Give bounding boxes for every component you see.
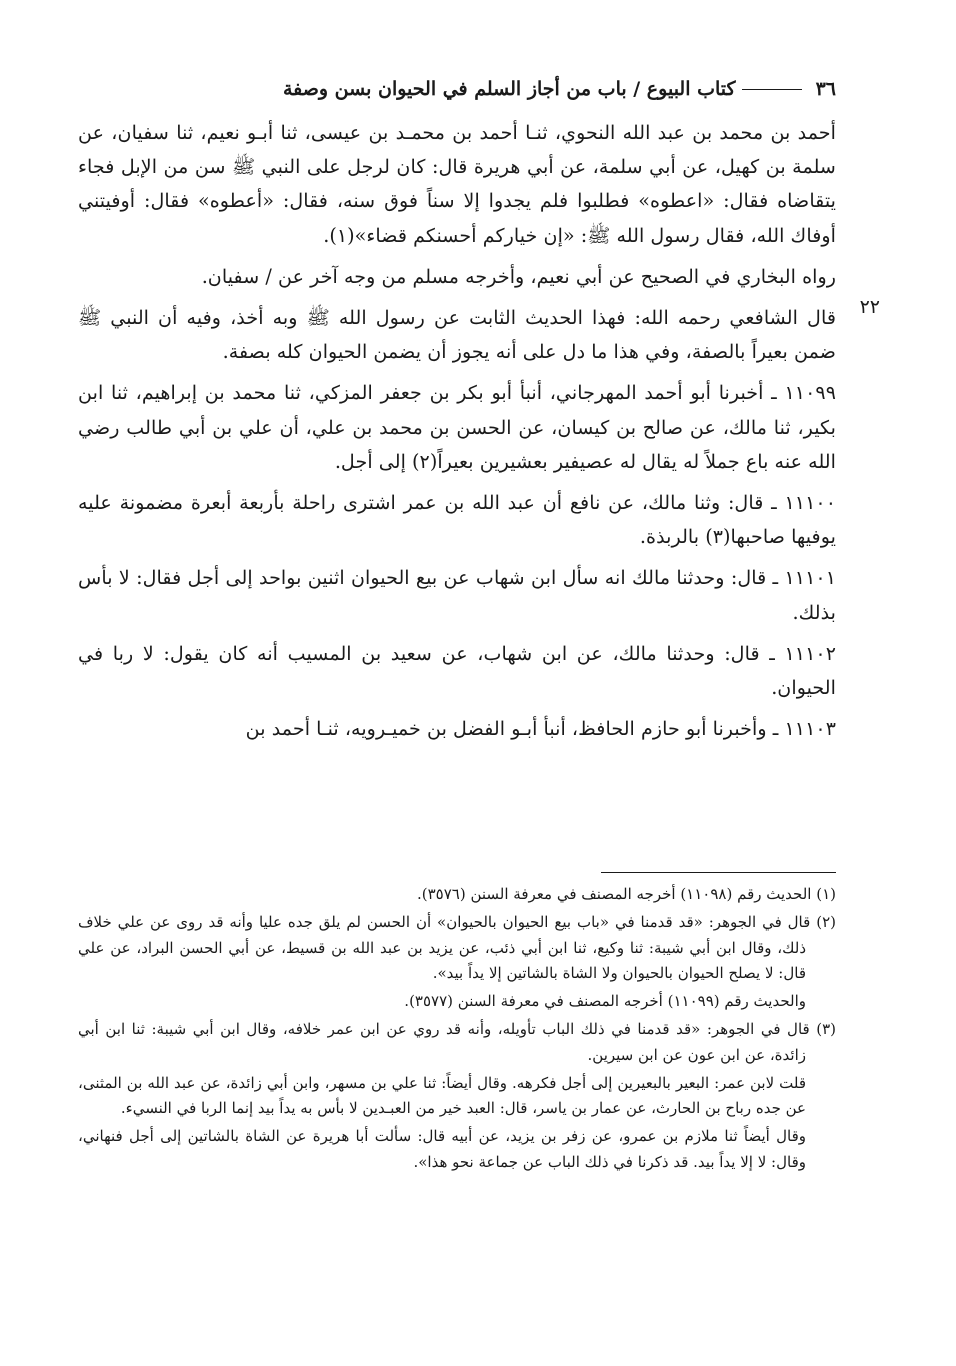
footnote-2-continuation: والحديث رقم (١١٠٩٩) أخرجه المصنف في معرفة السنن (٣٥٧٧).	[404, 992, 806, 1011]
hadith-11101: ١١١٠١ ـ قال: وحدثنا مالك انه سأل ابن شهاب عن بيع الحيوان اثنين بواحد إلى أجل فقال: لا بأس بذلك.	[78, 566, 836, 624]
footnote-3-continuation: وقال أيضاً ثنا ملازم بن عمرو، عن زفر بن يزيد، عن أبيه قال: سألت أبا هريرة عن الشاة بالشاتين إلى أجل فنهاني، وقال: لا إلا يداً بيد. قد ذكرنا في ذلك الباب عن جماعة نحو هذا».	[78, 1127, 806, 1171]
main-text	[78, 116, 836, 753]
footnotes	[78, 882, 836, 1178]
hadith-11100: ١١١٠٠ ـ قال: وثنا مالك، عن نافع أن عبد الله بن عمر اشترى راحلة بأربعة أبعرة مضمونة عليه يوفيها صاحبها(٣) بالربذة.	[78, 491, 836, 549]
running-header	[78, 72, 836, 106]
footnote-3-continuation: قلت لابن عمر: البعير بالبعيرين إلى أجل فكرهه. وقال أيضاً: ثنا علي بن مسهر، وابن أبي زائدة، عن عبد الله بن المثنى، عن جده رباح بن الحارث، عن عمار بن ياسر، قال: العبد خير من العبـدين لا بأس به يداً بيد إنما الربا في النسيء.	[78, 1073, 806, 1118]
paragraph: قال الشافعي رحمه الله: فهذا الحديث الثابت عن رسول الله ﷺ وبه أخذ، وفيه أن النبي ﷺ ضمن بعيراً بالصفة، وفي هذا ما دل على أنه يجوز أن يضمن الحيوان كله بصفة.	[78, 306, 836, 364]
hadith-11103: ١١١٠٣ ـ وأخبرنا أبو حازم الحافظ، أنبأ أبـو الفضل بن خميـرويه، ثنـا أحمد بن	[245, 717, 836, 741]
chapter-title: كتاب البيوع / باب من أجاز السلم في الحيوان بسن وصفة	[282, 78, 736, 100]
hadith-11102: ١١١٠٢ ـ قال: وحدثنا مالك، عن ابن شهاب، عن سعيد بن المسيب أنه كان يقول: لا ربا في الحيوان.	[78, 641, 836, 700]
hadith-11099: ١١٠٩٩ ـ أخبرنا أبو أحمد المهرجاني، أنبأ أبو بكر بن جعفر المزكي، ثنا محمد بن إبراهيم، ثنا ابن بكير، ثنا مالك، عن صالح بن كيسان، عن الحسن بن محمد بن علي، أن علي بن أبي طالب رضي الله عنه باع جملاً له يقال له عصيفير بعشيرين بعيراً(٢) إلى أجل.	[78, 381, 836, 473]
header-rule	[742, 89, 802, 90]
paragraph: رواه البخاري في الصحيح عن أبي نعيم، وأخرجه مسلم من وجه آخر عن / سفيان.	[201, 264, 836, 288]
footnote-1: (١) الحديث رقم (١١٠٩٨) أخرجه المصنف في معرفة السنن (٣٥٧٦).	[417, 885, 836, 903]
footnote-3: (٣) قال في الجوهر: «قد قدمنا في ذلك الباب تأويله، وأنه قد روي عن ابن عمر خلافه، وقال ابن أبي شيبة: ثنا ابن أبي زائدة، عن ابن عون عن ابن سيرين.	[78, 1019, 836, 1064]
page-number: ٣٦	[815, 78, 836, 100]
paragraph: أحمد بن محمد بن عبد الله النحوي، ثنـا أحمد بن محمـد بن عيسى، ثنا أبـو نعيم، ثنا سفيان، عن سلمة بن كهيل، عن أبي سلمة، عن أبي هريرة قال: كان لرجل على النبي ﷺ سن من الإبل فجاء يتقاضاه فقال: «اعطوه» فطلبوا فلم يجدوا إلا سناً فوق سنه، فقال: «أعطوه» فقال: أوفيتني أوفاك الله، فقال رسول الله ﷺ: «إن خياركم أحسنكم قضاء»(١).	[78, 121, 836, 247]
footnote-2: (٢) قال في الجوهر: «قد قدمنا في «باب بيع الحيوان بالحيوان» أن الحسن لم يلق جده عليا وأنه قد روى عن علي خلاف ذلك، وقال ابن أبي شيبة: ثنا وكيع، ثنا ابن أبي ذئب، عن يزيد بن عبد الله بن قسيط، عن أبي الحسن البراد، عن علي قال: لا يصلح الحيوان بالحيوان ولا الشاة بالشاتين إلا يداً بيد».	[78, 912, 836, 983]
footnote-separator	[601, 872, 836, 873]
margin-page-reference: ٢٢	[859, 296, 880, 318]
